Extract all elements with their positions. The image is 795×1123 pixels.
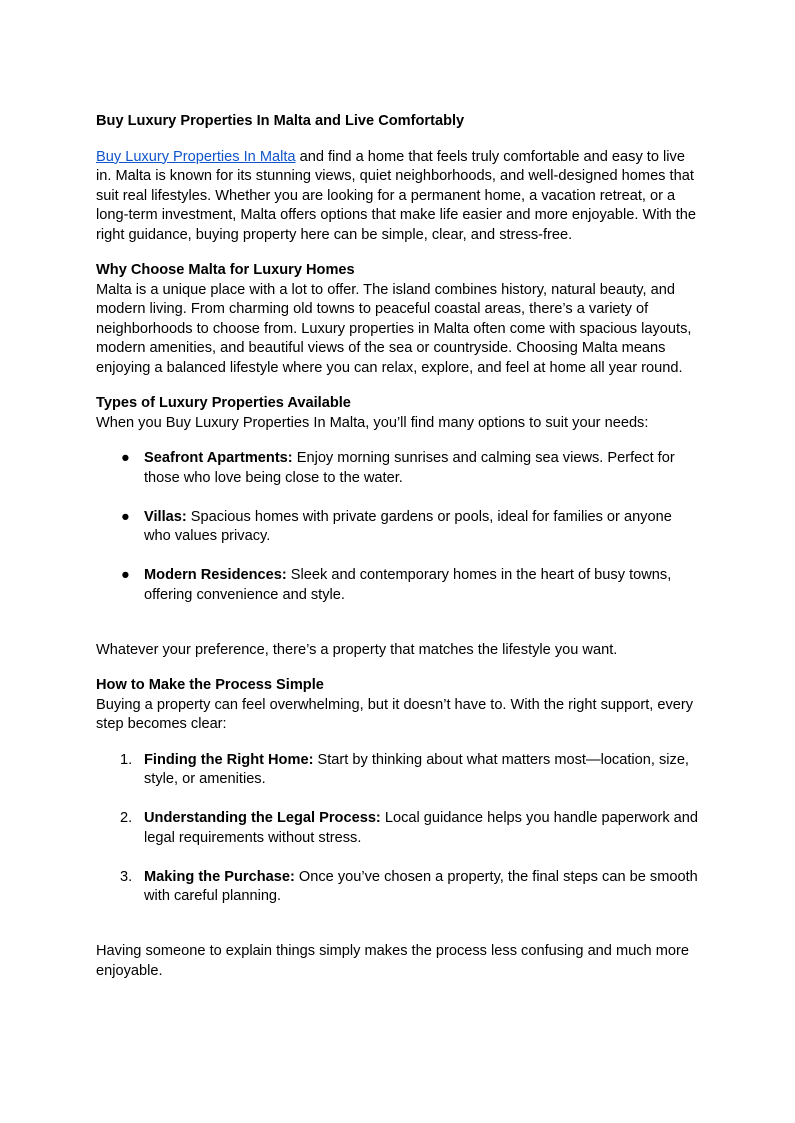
list-item	[96, 566, 701, 605]
process-heading: How to Make the Process Simple	[96, 677, 324, 693]
why-section	[96, 261, 701, 378]
list-item-label: Modern Residences:	[144, 567, 287, 583]
list-item-label: Finding the Right Home:	[144, 751, 314, 768]
list-item	[96, 508, 701, 547]
list-item	[96, 809, 701, 848]
types-heading: Types of Luxury Properties Available	[96, 395, 351, 411]
list-item-text: Once you’ve chosen a property, the final steps can be smooth with careful planning.	[144, 868, 698, 904]
document-page	[96, 112, 701, 997]
process-section	[96, 676, 701, 735]
list-item-text: Start by thinking about what matters most—location, size, style, or amenities.	[144, 751, 689, 787]
list-item-label: Making the Purchase:	[144, 868, 295, 885]
list-item	[96, 449, 701, 488]
spacer	[96, 926, 701, 942]
list-item-text: Sleek and contemporary homes in the heart of busy towns, offering convenience and style.	[144, 567, 672, 603]
intro-paragraph	[96, 148, 701, 246]
number-marker: 3.	[120, 868, 133, 885]
number-marker: 2.	[120, 810, 133, 826]
types-text: When you Buy Luxury Properties In Malta, you’ll find many options to suit your needs:	[96, 414, 649, 431]
list-item-text: Enjoy morning sunrises and calming sea views. Perfect for those who love being close to the water.	[144, 450, 675, 486]
intro-text: and find a home that feels truly comfortable and easy to live in. Malta is known for its stunning views, quiet neighborhoods, and well-designed homes that suit real lifestyles. Whether you are looking for a permanent home, a vacation retreat, or a long-term investment, Malta offers options that make life easier and more enjoyable. With the right guidance, buying property here can be simple, clear, and stress-free.	[96, 148, 696, 243]
list-item-label: Understanding the Legal Process:	[144, 810, 381, 826]
process-closing: Having someone to explain things simply makes the process less confusing and much more enjoyable.	[96, 943, 689, 979]
list-item-text: Spacious homes with private gardens or pools, ideal for families or anyone who values privacy.	[144, 508, 672, 544]
types-closing: Whatever your preference, there’s a property that matches the lifestyle you want.	[96, 641, 618, 658]
list-item-text: Local guidance helps you handle paperwork and legal requirements without stress.	[144, 810, 699, 846]
property-types-list	[96, 449, 701, 605]
bullet-marker: ●	[121, 567, 130, 583]
intro-link[interactable]: Buy Luxury Properties In Malta	[96, 148, 296, 165]
list-item-label: Seafront Apartments:	[144, 450, 293, 466]
list-item-label: Villas:	[144, 508, 187, 525]
document-title: Buy Luxury Properties In Malta and Live Comfortably	[96, 113, 465, 129]
process-text: Buying a property can feel overwhelming, but it doesn’t have to. With the right support, every step becomes clear:	[96, 696, 694, 732]
why-heading: Why Choose Malta for Luxury Homes	[96, 262, 355, 278]
bullet-marker: ●	[121, 508, 130, 525]
list-item	[96, 751, 701, 790]
why-text: Malta is a unique place with a lot to offer. The island combines history, natural beauty, and modern living. From charming old towns to peaceful coastal areas, there’s a variety of neighborhoods to choose from. Luxury properties in Malta often come with spacious layouts, modern amenities, and beautiful views of the sea or countryside. Choosing Malta means enjoying a balanced lifestyle where you can relax, explore, and feel at home all year round.	[96, 281, 692, 376]
spacer	[96, 625, 701, 641]
bullet-marker: ●	[121, 450, 130, 466]
number-marker: 1.	[120, 751, 133, 768]
process-steps-list	[96, 751, 701, 907]
list-item	[96, 868, 701, 907]
types-section	[96, 394, 701, 433]
